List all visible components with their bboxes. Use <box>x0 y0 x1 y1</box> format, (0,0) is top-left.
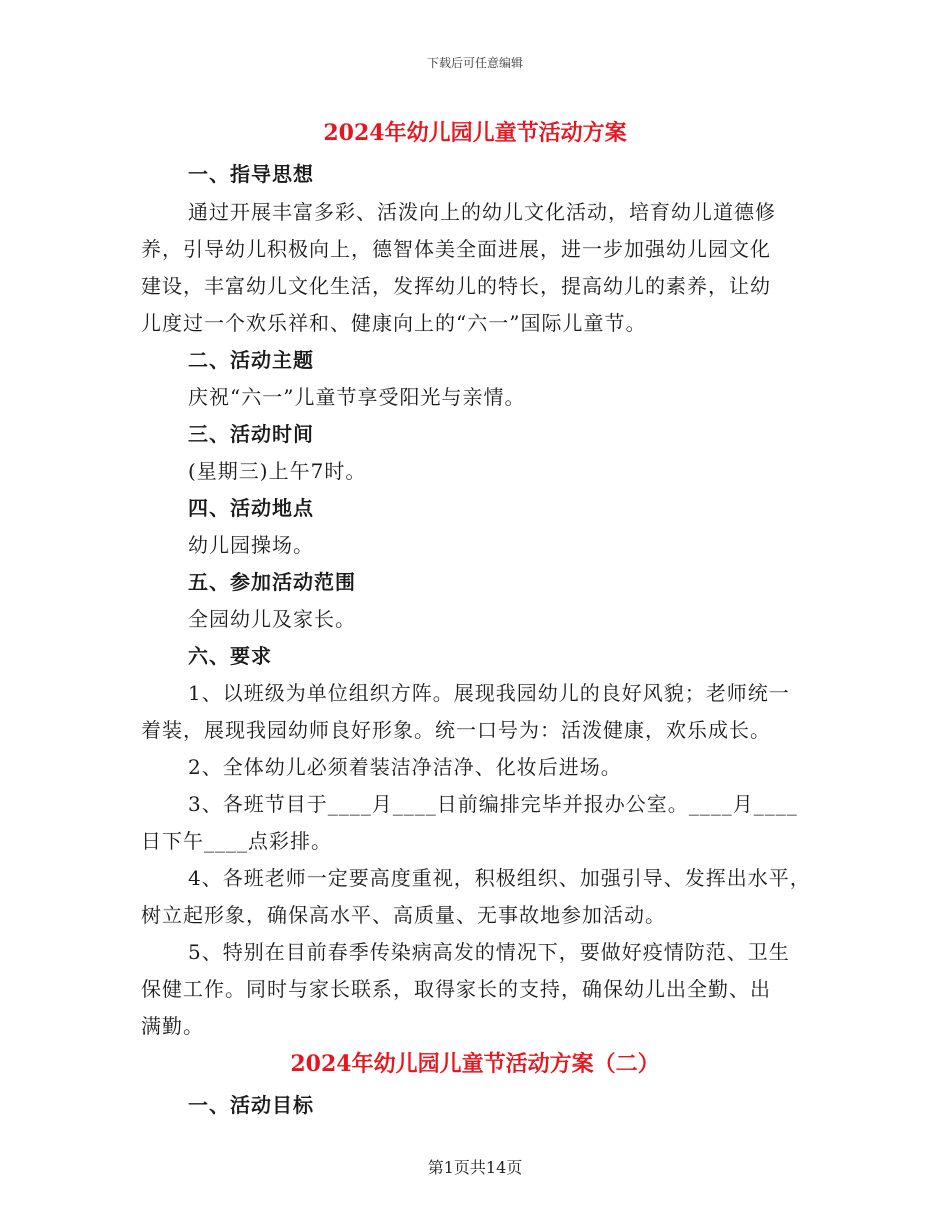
paragraph-line: 日下午____点彩排。 <box>141 829 332 853</box>
section-heading-time: 三、活动时间 <box>188 422 314 446</box>
paragraph-line: 保健工作。同时与家长联系，取得家长的支持，确保幼儿出全勤、出 <box>141 977 771 1001</box>
paragraph-line: 建设，丰富幼儿文化生活，发挥幼儿的特长，提高幼儿的素养，让幼 <box>141 274 771 298</box>
paragraph-line: 着装，展现我园幼师良好形象。统一口号为：活泼健康，欢乐成长。 <box>141 718 771 742</box>
section-heading-scope: 五、参加活动范围 <box>188 570 356 594</box>
paragraph-line: 3、各班节目于____月____日前编排完毕并报办公室。____月____ <box>188 792 798 816</box>
document-subtitle: 2024年幼儿园儿童节活动方案（二） <box>290 1051 660 1077</box>
paragraph-line: 2、全体幼儿必须着装洁净洁净、化妆后进场。 <box>188 755 622 779</box>
paragraph-line: 全园幼儿及家长。 <box>188 607 356 631</box>
paragraph-line: 通过开展丰富多彩、活泼向上的幼儿文化活动，培育幼儿道德修 <box>188 200 776 224</box>
page-header-note: 下载后可任意编辑 <box>426 56 523 70</box>
paragraph-line: 4、各班老师一定要高度重视，积极组织、加强引导、发挥出水平， <box>188 866 811 890</box>
paragraph-line: 满勤。 <box>141 1014 204 1038</box>
paragraph-line: 幼儿园操场。 <box>188 533 314 557</box>
document-title: 2024年幼儿园儿童节活动方案 <box>323 120 627 146</box>
section-heading-theme: 二、活动主题 <box>188 348 314 372</box>
section-heading-guiding-ideology: 一、指导思想 <box>188 162 314 186</box>
section-heading-activity-goals: 一、活动目标 <box>188 1093 314 1117</box>
paragraph-line: 5、特别在目前春季传染病高发的情况下，要做好疫情防范、卫生 <box>188 940 790 964</box>
paragraph-line: 养，引导幼儿积极向上，德智体美全面进展，进一步加强幼儿园文化 <box>141 237 771 261</box>
paragraph-line: 树立起形象，确保高水平、高质量、无事故地参加活动。 <box>141 903 666 927</box>
paragraph-line: 儿度过一个欢乐祥和、健康向上的“六一”国际儿童节。 <box>141 311 647 335</box>
page-number-footer: 第1页共14页 <box>427 1158 523 1177</box>
paragraph-line: (星期三)上午7时。 <box>188 459 367 483</box>
paragraph-line: 1、以班级为单位组织方阵。展现我园幼儿的良好风貌；老师统一 <box>188 681 790 705</box>
paragraph-line: 庆祝“六一”儿童节享受阳光与亲情。 <box>188 385 526 409</box>
section-heading-location: 四、活动地点 <box>188 496 314 520</box>
section-heading-requirements: 六、要求 <box>188 644 272 668</box>
